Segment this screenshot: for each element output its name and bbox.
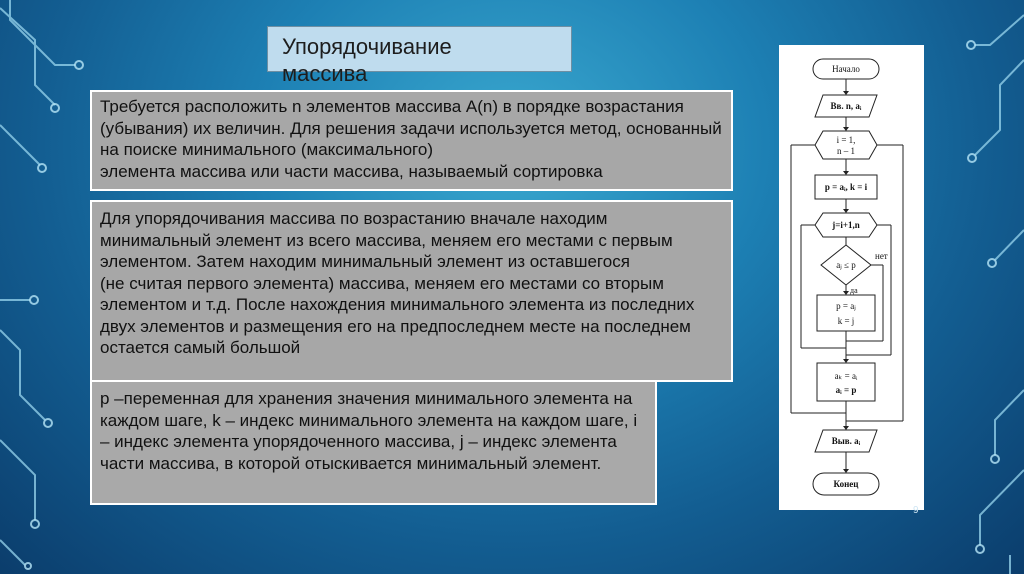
page-number: 9 <box>913 505 919 516</box>
flow-loop-j-label: j=i+1,n <box>832 220 860 230</box>
flow-output-label: Выв. aᵢ <box>831 436 861 446</box>
slide-title-box <box>267 26 572 86</box>
flow-yes-label: да <box>850 286 858 295</box>
flow-end-label: Конец <box>833 479 859 489</box>
definition-text-box: Требуется расположить n элементов массива A(n) в порядке возрастания (убывания) их величин. Для решения задачи используется метод, основанный на поиске минимального (максимального) элемента массива или части массива, называемый сортировка <box>90 90 733 191</box>
flow-no-label: нет <box>875 251 888 261</box>
flow-swap-label-2: aᵢ = p <box>835 385 857 395</box>
flow-loop-i-label-2: n – 1 <box>837 146 855 156</box>
flow-input-label: Вв. n, aᵢ <box>830 101 862 111</box>
flow-update-label-2: k = j <box>837 316 855 326</box>
flow-swap-shape <box>817 363 875 401</box>
slide-title: Упорядочивание массива <box>282 34 452 86</box>
flow-condition-label: aⱼ ≤ p <box>836 260 856 270</box>
algorithm-text-box: Для упорядочивания массива по возрастанию вначале находим минимальный элемент из всего массива, меняем его местами с первым элементом. Затем находим минимальный элемент из оставшегося (не считая первого элемента) массива, меняем его местами со вторым элементом и т.д. После нахождения минимального элемента из последних двух элементов и размещения его на предпоследнем месте на последнем остается самый большой <box>90 200 733 382</box>
flow-loop-i-label-1: i = 1, <box>836 135 856 145</box>
flow-swap-label-1: aₖ = aᵢ <box>834 371 858 381</box>
flowchart <box>779 45 924 510</box>
flow-update-label-1: p = aⱼ <box>836 301 856 311</box>
flow-assign-label: p = aᵢ, k = i <box>824 182 868 192</box>
variables-text-box: p –переменная для хранения значения минимального элемента на каждом шаге, k – индекс минимального элемента на каждом шаге, i – индекс элемента упорядоченного массива, j – индекс элемента части массива, в которой отыскивается минимальный элемент. <box>90 380 657 505</box>
flow-start-label: Начало <box>832 64 860 74</box>
flowchart-panel <box>779 45 924 510</box>
